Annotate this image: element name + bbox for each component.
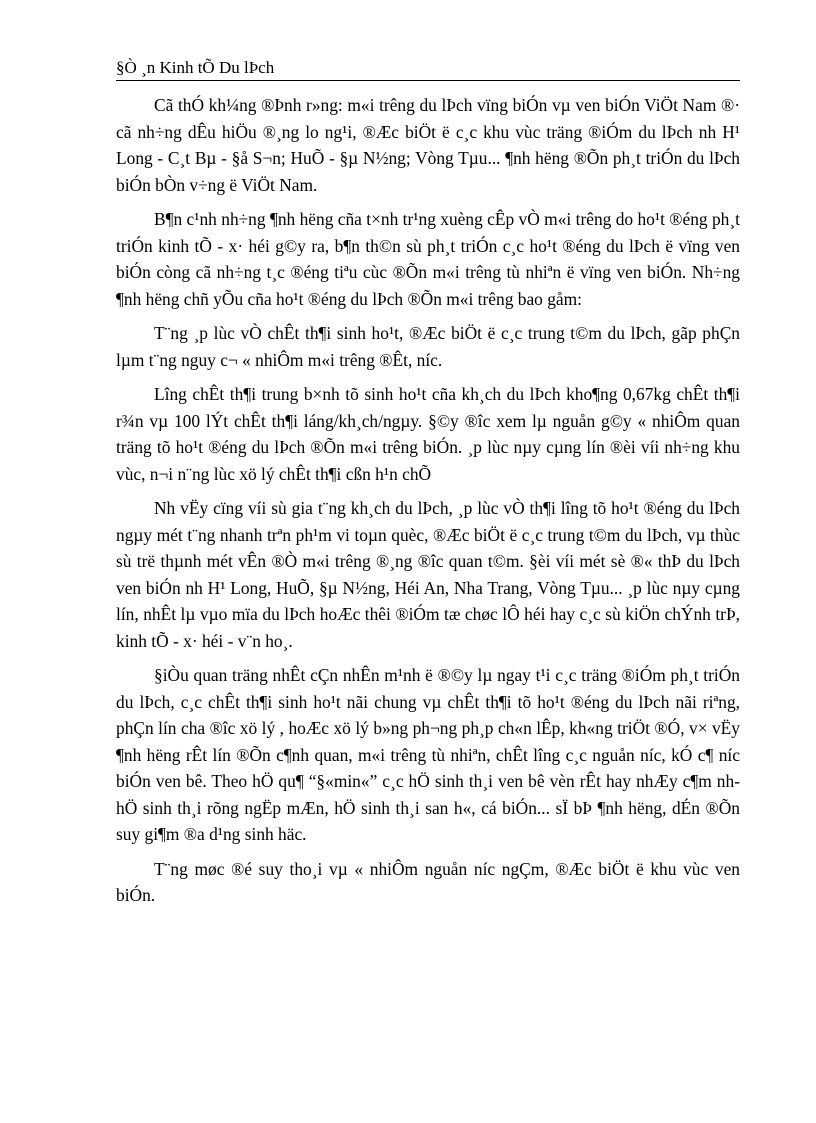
paragraph: Lîng chÊt th¶i trung b×nh tõ sinh ho¹t cña kh¸ch du lÞch kho¶ng 0,67kg chÊt th¶i r¾n vµ 100 lÝt chÊt th¶i láng/kh¸ch/ngµy. §©y ®îc xem lµ nguån g©y « nhiÔm quan träng tõ ho¹t ®éng du lÞch ®Õn m«i trêng biÓn. ¸p lùc nµy cµng lín ®èi víi nh÷ng khu vùc, n¬i n¨ng lùc xö lý chÊt th¶i cßn h¹n chÕ [116,384,740,484]
body-text [116,92,740,917]
paragraph: §iÒu quan träng nhÊt cÇn nhÊn m¹nh ë ®©y lµ ngay t¹i c¸c träng ®iÓm ph¸t triÓn du lÞch, c¸c chÊt th¶i sinh ho¹t nãi chung vµ chÊt th¶i tõ ho¹t ®éng du lÞch nãi riªng, phÇn lín cha ®îc xö lý , hoÆc xö lý b»ng ph¬ng ph¸p ch«n lÊp, kh«ng triÖt ®Ó, v× vËy ¶nh hëng rÊt lín ®Õn c¶nh quan, m«i trêng tù nhiªn, chÊt lîng c¸c nguån níc, kÓ c¶ níc biÓn ven bê. Theo hÖ qu¶ “§«min«” c¸c hÖ sinh th¸i ven bê vèn rÊt hay nhÆy c¶m nh hÖ sinh th¸i rõng ngËp mÆn, hÖ sinh th¸i san h«, cá biÓn... sÏ bÞ ¶nh hëng, dÉn ®Õn suy gi¶m ®a d¹ng sinh häc. [116,665,740,844]
paragraph: Nh vËy cïng víi sù gia t¨ng kh¸ch du lÞch, ¸p lùc vÒ th¶i lîng tõ ho¹t ®éng du lÞch ngµy mét t¨ng nhanh trªn ph¹m vi toµn quèc, ®Æc biÖt ë c¸c trung t©m du lÞch, vµ thùc sù trë thµnh mét vÊn ®Ò m«i trêng ®¸ng ®îc quan t©m. §èi víi mét sè ®« thÞ du lÞch ven biÓn nh H¹ Long, HuÕ, §µ N½ng, Héi An, Nha Trang, Vòng Tµu... ¸p lùc nµy cµng lín, nhÊt lµ vµo mïa du lÞch hoÆc thêi ®iÓm tæ chøc lÔ héi hay c¸c sù kiÖn chÝnh trÞ, kinh tÕ - x· héi - v¨n ho¸. [116,498,740,651]
running-header: §Ò ¸n Kinh tÕ Du lÞch [116,58,275,77]
paragraph: T¨ng ¸p lùc vÒ chÊt th¶i sinh ho¹t, ®Æc biÖt ë c¸c trung t©m du lÞch, gãp phÇn lµm t¨ng nguy c¬ « nhiÔm m«i trêng ®Êt, níc. [116,323,740,370]
header-divider [116,80,740,81]
paragraph: Cã thÓ kh¼ng ®Þnh r»ng: m«i trêng du lÞch vïng biÓn vµ ven biÓn ViÖt Nam ®· cã nh÷ng dÊu hiÖu ®¸ng lo ng¹i, ®Æc biÖt ë c¸c khu vùc träng ®iÓm du lÞch nh H¹ Long - C¸t Bµ - §å S¬n; HuÕ - §µ N½ng; Vòng Tµu... ¶nh hëng ®Õn ph¸t triÓn du lÞch biÓn bÒn v÷ng ë ViÖt Nam. [116,95,740,195]
paragraph: B¶n c¹nh nh÷ng ¶nh hëng cña t×nh tr¹ng xuèng cÊp vÒ m«i trêng do ho¹t ®éng ph¸t triÓn kinh tÕ - x· héi g©y ra, b¶n th©n sù ph¸t triÓn c¸c ho¹t ®éng du lÞch ë vïng ven biÓn còng cã nh÷ng t¸c ®éng tiªu cùc ®Õn m«i trêng tù nhiªn ë vïng ven biÓn. Nh÷ng ¶nh hëng chñ yÕu cña ho¹t ®éng du lÞch ®Õn m«i trêng bao gåm: [116,209,740,309]
paragraph: T¨ng møc ®é suy tho¸i vµ « nhiÔm nguån níc ngÇm, ®Æc biÖt ë khu vùc ven biÓn. [116,858,740,905]
